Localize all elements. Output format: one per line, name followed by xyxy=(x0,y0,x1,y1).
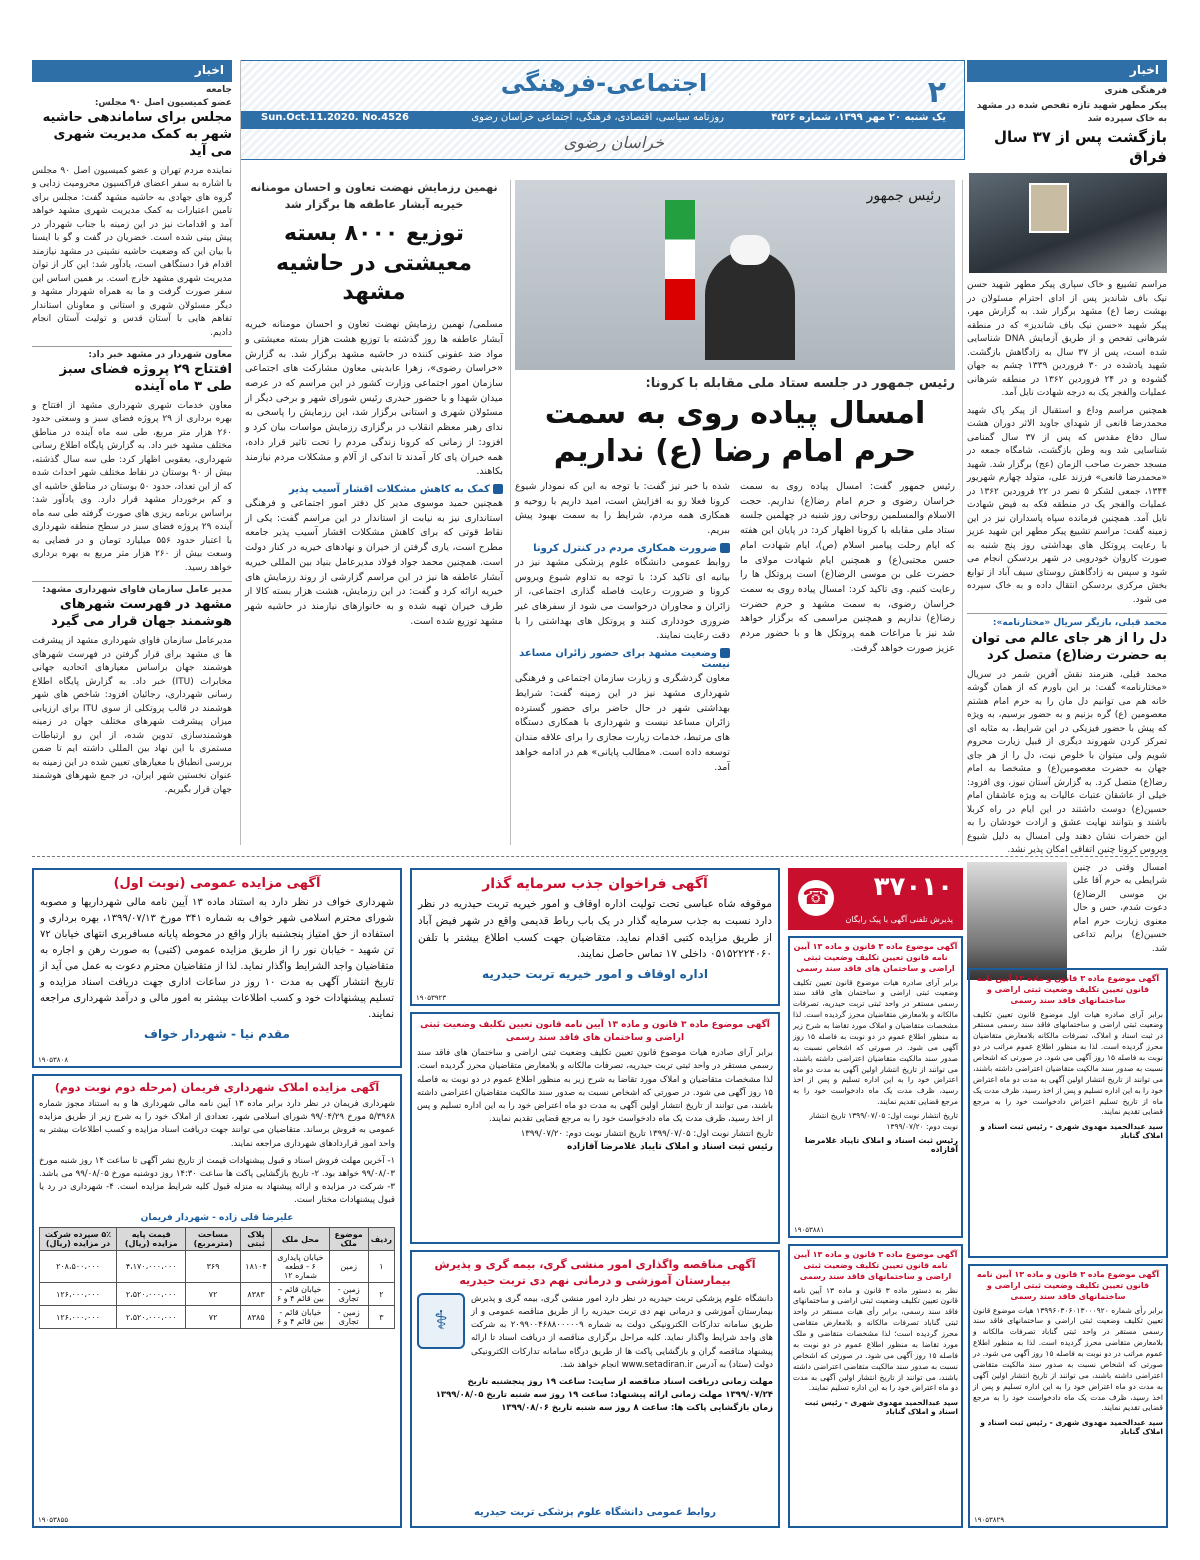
right-story-body: مراسم تشییع و خاک سپاری پیکر مطهر شهید حسن نیک باف شاندیز پس از ادای احترام مسئولان در بهشت رضا (ع) مشهد برگزار شد. به گزارش مهر، پیکر شهید «حسن نیک باف شاندیز» که در منطقه شرهانی تفحص و از طریق آزمایش DNA شناسایی شده است، پس از ۳۷ سال به زادگاهش بازگشت. شهید یادشده در ۳۰ فروردین ۱۳۳۹ چشم به جهان گشوده و در ۲۴ فروردین ۱۳۶۲ در منطقه شرهانی عملیات والفجر یک به درجه شهادت نایل آمد. xyxy=(967,280,1168,399)
law-notice-2 xyxy=(788,1244,963,1528)
latin-date: Sun.Oct.11.2020. No.4526 xyxy=(261,112,409,123)
law-notice-5-dates: تاریخ انتشار نوبت اول: ۱۳۹۹/۰۷/۰۵ تاریخ انتشار نوبت دوم: ۱۳۹۹/۰۷/۲۰ xyxy=(520,1129,773,1140)
right-story-body-2: همچنین مراسم وداع و استقبال از پیکر پاک شهید محمدرضا قانعی از شهدای جاوید الاثر دوران هشت سال دفاع مقدس که پس از ۳۷ سال گمنامی شناسایی شد وبه وطن بازگشت، شامگاه جمعه در مسجد حضرت صاحب الزمان (عج) برگزار شد. شهید «محمدرضا قانعی» فرزند علی، متولد چهارم شهریور ۱۳۴۴، جمعی لشکر ۵ نصر در ۲۲ فروردین ۱۳۶۲ در عملیات والفجر یک در منطقه فکه به فیض شهادت نایل آمد. همچنین فرمانده سپاه پاسداران نیز در این زمینه گفت: مراسم تشییع پیکر مطهر این شهید عزیز با رعایت پروتکل های بهداشتی روز پنج شنبه به صورت کاروان خودرویی در شهر بردسکن انجام می شود و سپس به زادگاهش روستای سیف آباد از توابع بخش مرکزی بردسکن انتقال داده و به خاک سپرده می شود. xyxy=(967,405,1168,605)
table-cell: ۱۲۶،۰۰۰،۰۰۰ xyxy=(40,1306,117,1329)
law-notice-1 xyxy=(788,936,963,1238)
auction-khaf-title: آگهی مزایده عمومی (نوبت اول) xyxy=(113,876,321,891)
main-col2-p1: شده با خبر تیز گفت: با توجه به این که نمودار شیوع کرونا فعلا رو به افزایش است، امید داریم با روحیه و همکاری همه مردم، شرایط را به سمت بهبود پیش ببریم. xyxy=(515,481,730,537)
president-photo xyxy=(515,180,955,370)
table-cell: خیابان قائم - بین قائم ۴ و ۶ xyxy=(272,1306,329,1329)
table-cell: ۳ xyxy=(368,1306,394,1329)
auction-table xyxy=(39,1227,395,1329)
ad-code: ۱۹۰۵۳۹۲۳ xyxy=(416,994,447,1002)
table-row xyxy=(40,1306,395,1329)
table-cell: خیابان پایداری ۶ - قطعه شماره ۱۲ xyxy=(272,1251,329,1283)
right-story2-body-2: امسال وقتی در چنین شرایطی به حرم آقا علی بن موسی الرضا(ع) دعوت شدم، حس و حال معنوی زیارت حرم امام حسین(ع) برایم تداعی شد. xyxy=(1073,862,1167,954)
table-cell: ۲ xyxy=(368,1283,394,1306)
right-news-header: اخبار xyxy=(967,60,1167,82)
charity-subhead: کمک به کاهش مشکلات اقشار آسیب پذیر xyxy=(245,484,503,495)
photo-caption: رئیس جمهور xyxy=(866,188,941,204)
left-s1-title: مجلس برای ساماندهی حاشیه شهر به کمک مدیریت شهری می آید xyxy=(42,110,232,159)
main-kicker: رئیس جمهور در جلسه ستاد ملی مقابله با کرونا: xyxy=(645,376,955,391)
phone-subtext: پذیرش تلفنی آگهی با پیک رایگان xyxy=(845,915,953,924)
bullet-icon xyxy=(493,484,503,494)
table-cell: زمین - تجاری xyxy=(329,1306,368,1329)
law-notice-3-title: آگهی موضوع ماده ۳ قانون و ماده ۱۳ آیین نامه قانون تعیین تکلیف وضعیت ثبتی اراضی و ساختمانهای فاقد سند رسمی xyxy=(976,974,1160,1006)
masthead xyxy=(240,60,965,160)
investment-ad-body: موقوفه شاه عباسی تحت تولیت اداره اوقاف و امور خیریه تربت حیدریه در نظر دارد نسبت به جذب سرمایه گذار در یک باب رباط قدیمی واقع در شهر فیض آباد از طریق مزایده کتبی اقدام نماید. متقاضیان جهت کسب اطلاع بیشتر با تلفن ۰۵۱۵۲۲۲۴۰۶۰ داخلی ۱۷ تماس حاصل نمایند. xyxy=(418,898,772,961)
auction-farimon-ad xyxy=(32,1074,402,1528)
phone-number: ۳۷۰۱۰ xyxy=(873,872,953,902)
portrait-frame xyxy=(1029,183,1069,233)
law-notice-1-title: آگهی موضوع ماده ۳ قانون و ماده ۱۳ آیین نامه قانون تعیین تکلیف وضعیت ثبتی اراضی و ساختمان های فاقد سند رسمی xyxy=(793,942,958,974)
law-notice-5 xyxy=(410,1012,780,1244)
main-subhead-2: وضعیت مشهد برای حضور زائران مساعد نیست xyxy=(519,648,730,671)
right-story2-kicker: محمد قیلی، بازیگر سریال «مختارنامه»: xyxy=(992,618,1167,629)
law-notice-4-title: آگهی موضوع ماده ۳ قانون و ماده ۱۳ آیین نامه قانون تعیین تکلیف وضعیت ثبتی اراضی و ساختمانهای فاقد سند رسمی xyxy=(976,1270,1160,1302)
table-cell: ۸۳۸۵ xyxy=(240,1306,272,1329)
main-col2-p3: معاون گردشگری و زیارت سازمان اجتماعی و فرهنگی شهرداری مشهد نیز در این زمینه گفت: شرایط بهداشتی شهر در حال حاضر برای حضور گسترده زائران مساعد نیست و شهرداری با همکاری دستگاه های مرتبط، خدمات زیارت مجازی را برای علاقه مندان توسعه داده است. «مطالب پایانی» هم در ادامه خواهد آمد. xyxy=(515,673,730,773)
table-cell: ۱۸۱۰۴ xyxy=(240,1251,272,1283)
presenter-turban xyxy=(730,235,770,265)
bullet-icon xyxy=(720,543,730,553)
law-notice-4-sign: سید عبدالحمید مهدوی شهری - رئیس ثبت اسناد و املاک گناباد xyxy=(980,1418,1163,1437)
auction-farimon-body: شهرداری فریمان در نظر دارد برابر ماده ۱۳ آیین نامه مالی شهرداری ها و به استناد مجوز شماره ۵/۳۹۶۸ مورخ ۹۹/۰۴/۲۹ شورای اسلامی شهر، تعدادی از املاک خود را به شرح زیر از طریق مزایده عمومی به فروش برساند. متقاضیان می توانند جهت دریافت اسناد مزایده و کسب اطلاعات بیشتر به واحد امور قراردادهای شهرداری مراجعه نمایند. xyxy=(39,1099,395,1149)
table-cell: زمین xyxy=(329,1251,368,1283)
main-story xyxy=(515,180,955,845)
newspaper-logo: خراسان رضوی xyxy=(563,133,664,152)
table-cell: ۲،۵۲۰،۰۰۰،۰۰۰ xyxy=(116,1306,185,1329)
charity-kicker: نهمین رزمایش نهضت تعاون و احسان مومنانه خیریه آبشار عاطفه ها برگزار شد xyxy=(250,181,498,211)
ad-code: ۱۹۰۵۳۸۸۱ xyxy=(794,1226,825,1234)
table-cell: ۲،۵۲۰،۰۰۰،۰۰۰ xyxy=(116,1283,185,1306)
charity-title: توزیع ۸۰۰۰ بسته معیشتی در حاشیه مشهد xyxy=(276,221,472,306)
law-notice-5-title: آگهی موضوع ماده ۳ قانون و ماده ۱۳ آیین نامه قانون تعیین تکلیف وضعیت ثبتی اراضی و ساختمان های فاقد سند رسمی xyxy=(420,1020,770,1043)
left-s3-kicker: مدیر عامل سازمان فاوای شهرداری مشهد: xyxy=(42,585,232,596)
law-notice-1-dates: تاریخ انتشار نوبت اول: ۱۳۹۹/۰۷/۰۵ تاریخ انتشار نوبت دوم: ۱۳۹۹/۰۷/۲۰ xyxy=(809,1111,958,1131)
table-header: محل ملک xyxy=(272,1228,329,1251)
law-notice-1-sign: رئیس ثبت اسناد و املاک تایباد غلامرضا آقازاده xyxy=(804,1135,958,1154)
date-line: یک شنبه ۲۰ مهر ۱۳۹۹، شماره ۴۵۲۶ xyxy=(771,112,946,123)
table-cell: خیابان قائم - بین قائم ۴ و ۶ xyxy=(272,1283,329,1306)
law-notice-4-body: برابر رأی شماره ۱۳۹۹۶۰۳۰۶۰۱۳۰۰۰۹۲۰ هیات موضوع قانون تعیین تکلیف وضعیت ثبتی اراضی و ساختمانهای فاقد سند رسمی مستقر در واحد ثبتی گناباد تصرفات مالکانه و بلامعارض متقاضی محرز گردیده است. لذا به منظور اطلاع عموم مراتب در دو نوبت به فاصله ۱۵ روز آگهی می شود. در صورتی که اشخاص نسبت به صدور سند مالکیت متقاضی اعتراضی داشته باشند، می توانند از تاریخ انتشار اولین آگهی به مدت دو ماه اعتراض خود را به این اداره تسلیم و پس از اخذ رسید، ظرف مدت یک ماه دادخواست خود را به مرجع قضایی تقدیم نمایند. xyxy=(973,1305,1163,1413)
table-cell: زمین - تجاری xyxy=(329,1283,368,1306)
law-notice-2-title: آگهی موضوع ماده ۳ قانون و ماده ۱۳ آیین نامه قانون تعیین تکلیف وضعیت ثبتی اراضی و ساختمانهای فاقد سند رسمی xyxy=(793,1250,958,1282)
table-row xyxy=(40,1251,395,1283)
main-lead: رئیس جمهور گفت: امسال پیاده روی به سمت خراسان رضوی و حرم امام رضا(ع) نداریم. حجت الاسلام والمسلمین روحانی روز شنبه در چهلمین جلسه ستاد ملی مقابله با کرونا اظهار کرد: در پایان این هفته که ایام رحلت پیامبر اسلام (ص)، ایام شهادت امام حسن مجتبی(ع) و همچنین ایام شهادت مولای ما حضرت علی بن موسی الرضا(ع) است پروتکل ها را رعایت کنیم. وی تاکید کرد: امسال پیاده روی به سمت خراسان رضوی، به سمت مشهد و حرم حضرت رضا(ع) نداریم و همچنین مراسمی که برگزار خواهد شد نیز با مراعات همه پروتکل ها و با حضور مردم عزیز صورت خواهد گرفت. xyxy=(740,481,955,654)
page-number: ۲ xyxy=(927,75,946,110)
table-cell: ۳۶۹ xyxy=(186,1251,240,1283)
law-notice-1-body: برابر آرای صادره هیات موضوع قانون تعیین تکلیف وضعیت ثبتی اراضی و ساختمان های فاقد سند رسمی مستقر در واحد ثبتی تربت حیدریه، تصرفات مالکانه و بلامعارض متقاضیان محرز گردیده است. لذا مشخصات متقاضیان و املاک مورد تقاضا به شرح زیر به منظور اطلاع عموم در دو نوبت به فاصله ۱۵ روز آگهی می شود. در صورتی که اشخاص نسبت به صدور سند مالکیت متقاضیان اعتراضی داشته باشند، می توانند از تاریخ انتشار اولین آگهی به مدت دو ماه اعتراض خود را به این اداره تسلیم و پس از اخذ رسید، ظرف مدت یک ماه دادخواست خود را به مرجع قضایی تقدیم نمایند. xyxy=(793,977,959,1107)
table-header-row xyxy=(40,1228,395,1251)
main-headline-1: امسال پیاده روی به سمت xyxy=(544,396,926,431)
auction-farimon-sign: علیرضا قلی زاده - شهردار فریمان xyxy=(140,1213,294,1224)
phone-icon: ☎ xyxy=(798,880,834,916)
auction-farimon-title: آگهی مزایده املاک شهرداری فریمان (مرحله دوم نوبت دوم) xyxy=(54,1081,380,1094)
main-headline-2: حرم امام رضا (ع) نداریم xyxy=(553,433,917,469)
right-story-title: بازگشت پس از ۳۷ سال فراق xyxy=(994,128,1167,166)
law-notice-5-sign: رئیس ثبت اسناد و املاک تایباد غلامرضا آقازاده xyxy=(567,1142,773,1153)
flag xyxy=(665,200,695,320)
left-s2-body: معاون خدمات شهری شهرداری مشهد از افتتاح و بهره برداری از ۲۹ پروژه فضای سبز و وسعتی حدود ۲۶۰ هزار متر مربع، طی سه ماه آینده در مناطق مختلف مشهد خبر داد. به گزارش پایگاه اطلاع رسانی شهرداری، یعقوبی اظهار کرد: طی سه سال گذشته، بیش از ۹۰ بوستان در نقاط مختلف شهر احداث شده که از این تعداد، حدود ۵۰ بوستان در مناطق حاشیه ای و کم برخوردار مشهد قرار دارد. وی یادآور شد: براساس برنامه ریزی های صورت گرفته طی سه ماه آینده ۲۹ پروژه فضای سبز در سطح منطقه شهرداری با اعتبار حدود ۵۵۶ میلیارد تومان و در فضایی به وسعت بیش از ۲۶۰ هزار متر مربع به بهره برداری خواهد رسید. xyxy=(32,400,232,573)
table-header: قیمت پایه مزایده (ریال) xyxy=(116,1228,185,1251)
law-notice-3-sign: سید عبدالحمید مهدوی شهری - رئیس ثبت اسناد و املاک گناباد xyxy=(980,1122,1163,1141)
table-header: ردیف xyxy=(368,1228,394,1251)
law-notice-5-body: برابر آرای صادره هیات موضوع قانون تعیین تکلیف وضعیت ثبتی اراضی و ساختمان های فاقد سند رسمی مستقر در واحد ثبتی تربت حیدریه، تصرفات مالکانه و بلامعارض متقاضیان محرز گردیده است. لذا مشخصات متقاضیان و املاک مورد تقاضا به شرح زیر به منظور اطلاع عموم در دو نوبت به فاصله ۱۵ روز آگهی می شود. در صورتی که اشخاص نسبت به صدور سند مالکیت متقاضیان اعتراضی داشته باشند، می توانند از تاریخ انتشار اولین آگهی به مدت دو ماه اعتراض خود را به این اداره تسلیم و پس از اخذ رسید، ظرف مدت یک ماه دادخواست خود را به مرجع قضایی تقدیم نمایند. xyxy=(417,1048,773,1125)
left-s3-body: مدیرعامل سازمان فاوای شهرداری مشهد از پیشرفت ها ی مشهد برای قرار گرفتن در فهرست شهرهای هوشمند جهان براساس معیارهای اتحادیه جهانی مخابرات (ITU) خبر داد. به گزارش پایگاه اطلاع رسانی شهرداری، رجائیان افزود: شاخص های شهر هوشمند در قالب پروتکلی از سوی ITU برای ارزیابی میزان پیشرفت شهرهای مختلف جهان در زمینه هوشمندسازی تدوین شده، از این رو ارتباطات مستمری با این نهاد بین المللی داشته ایم تا ضمن بررسی انطباق با معیارهای تعیین شده در این زمینه به عنوان نخستین شهر ایران، در جمع شهرهای هوشمند جهان قرار بگیریم. xyxy=(32,636,233,795)
left-tag: جامعه xyxy=(206,85,232,95)
law-notice-2-sign: سید عبدالحمید مهدوی شهری - رئیس ثبت اسناد و املاک گناباد xyxy=(804,1398,958,1417)
charity-story xyxy=(245,180,503,845)
law-notice-2-body: نظر به دستور ماده ۳ قانون و ماده ۱۳ آیین نامه قانون تعیین تکلیف وضعیت ثبتی اراضی و ساختمانهای فاقد سند رسمی، برابر رأی هیات مستقر در واحد ثبتی گناباد تصرفات مالکانه و بلامعارض متقاضی محرز گردیده است؛ لذا مشخصات متقاضی و ملک مورد تقاضا به منظور اطلاع عموم در دو نوبت به فاصله ۱۵ روز آگهی می شود. در صورتی که اشخاص نسبت به صدور سند مالکیت متقاضی اعتراضی داشته باشند، می توانند از تاریخ انتشار اولین آگهی به مدت دو ماه اعتراض خود را به این اداره تسلیم نمایند. xyxy=(793,1285,958,1393)
right-story2-body: محمد قیلی، هنرمند نقش آفرین شمر در سریال «مختارنامه» گفت: بر این باورم که از همان گوشه خانه هم می توانیم دل مان را به حرم امام هشتم معصومین (ع) گره بزنیم و به حضور برسیم، به ویژه که پیش با حضور فیزیکی در این شرایط، به مثابه ای تمرکز کردن شهروند دیگری از قبیل زیارت محروم شویم ولی میتوان با خلوص نیت، دل را از هر جای جهان به حضرت معصومین(ع) و مشخصا به امام رضا(ع) متصل کرد. به گزارش آستان نیوز، وی افزود: خیلی از عاشقان عتبات عالیات به ویژه عاشقان امام حسین(ع) دوست داشتند در این ایام در راه کربلا باشند و بتوانند نهایت عشق و ارادت خودشان را به این حضرات نشان دهند ولی امسال به دلیل شیوع ویروس کرونا چنین اتفاقی امکان پذیر نشد. xyxy=(967,669,1167,856)
law-notice-3-body: برابر آرای صادره هیات اول موضوع قانون تعیین تکلیف وضعیت ثبتی اراضی و ساختمانهای فاقد سند رسمی مستقر در ثبت اسناد و املاک، تصرفات مالکانه بلامعارض متقاضیان محرز گردیده است. لذا به منظور اطلاع عموم مراتب در دو نوبت به فاصله ۱۵ روز آگهی می شود. در صورتی که اشخاص نسبت به صدور سند مالکیت متقاضیان اعتراضی داشته باشند، می توانند از تاریخ انتشار اولین آگهی به مدت دو ماه اعتراض خود را به این اداره تسلیم و پس از اخذ رسید، ظرف مدت یک ماه از تاریخ تسلیم اعتراض دادخواست خود را به مرجع قضایی تقدیم نمایند. xyxy=(973,1009,1163,1117)
phone-ad-banner xyxy=(788,868,963,930)
table-cell: ۷۲ xyxy=(186,1306,240,1329)
left-news-header: اخبار xyxy=(32,60,232,82)
left-s1-body: نماینده مردم تهران و عضو کمیسیون اصل ۹۰ مجلس با اشاره به سفر اعضای فراکسیون محرومیت زدایی و گروه های جهادی به حاشیه مشهد گفت: مجلس برای تامین اعتبارات به کمک مدیریت شهری مشهد خواهد آمد و اقدامات نیز در این زمینه با جناب شهردار در پیش بینی شده است. خضریان در گفت و گو با ایسنا با بیان این که وضعیت حاشیه نشینی در مشهد نیازمند اقدام فرا دستگاهی است، یادآور شد: این کار از توان مدیریت شهری مشهد خارج است. بر همین اساس این سفر صورت گرفت و ما به همراه شهردار مشهد و دیگر مسئولان شهری و استانی و معاونان استاندار تفاهم هایی با آستان قدس و تولیت آستان انجام دادیم. xyxy=(32,165,232,338)
table-header: ۵٪ سپرده شرکت در مزایده (ریال) xyxy=(40,1228,117,1251)
section-title: اجتماعی-فرهنگی xyxy=(500,69,708,97)
left-s1-kicker: عضو کمیسیون اصل ۹۰ مجلس: xyxy=(94,98,232,108)
table-cell: ۴،۱۷۰،۰۰۰،۰۰۰ xyxy=(116,1251,185,1283)
auction-farimon-notes: ۱- آخرین مهلت فروش اسناد و قبول پیشنهادات قیمت از تاریخ نشر آگهی تا ساعت ۱۴ روز شنبه مورخ ۹۹/۰۸/۰۳ خواهد بود. ۲- تاریخ بازگشایی پاکت ها ساعت ۱۴:۳۰ روز دوشنبه مورخ ۹۹/۰۸/۰۵ می باشد. ۳- شرکت در مزایده و ارائه پیشنهاد به منزله قبول کلیه شرایط مزایده است. ۴- شهرداری در رد یا قبول پیشنهادات مختار است. xyxy=(39,1155,396,1206)
investment-ad xyxy=(410,868,780,1006)
charity-body-2: همچنین حمید موسوی مدیر کل دفتر امور اجتماعی و فرهنگی استانداری نیز به نیابت از استاندار در این مراسم گفت: یکی از نقاط قوتی که برای کاهش مشکلات اقشار آسیب پذیر جامعه مطرح است، یاری گرفتن از خیران و نهادهای خیریه در کنار دولت است. همچنین محمد جواد فولاد مدیرعامل بنیاد بین المللی خیریه آبشار عاطفه ها نیز در این مراسم گزارشی از روند رزمایش های خیریه ارائه کرد و گفت: در این رزمایش، هشت هزار بسته کالا از طرف خیران تهیه شده و به خانوارهای نیازمند در حاشیه شهر مشهد توزیع شده است. xyxy=(245,497,503,627)
investment-ad-sign: اداره اوقاف و امور خیریه تربت حیدریه xyxy=(482,967,708,982)
right-story-kicker: پیکر مطهر شهید تازه تفحص شده در مشهد به خاک سپرده شد xyxy=(976,101,1167,124)
martyr-photo xyxy=(969,173,1167,273)
table-cell: ۱ xyxy=(368,1251,394,1283)
tender-ad-title: آگهی مناقصه واگذاری امور منشی گری، بیمه گری و پذیرش بیمارستان آموزشی و درمانی نهم دی تربت حیدریه xyxy=(434,1258,756,1287)
left-s3-title: مشهد در فهرست شهرهای هوشمند جهان قرار می گیرد xyxy=(51,597,232,630)
right-story2-title: دل را از هر جای عالم می توان به حضرت رضا(ع) متصل کرد xyxy=(971,631,1167,664)
actor-photo xyxy=(967,862,1067,980)
tender-ad-dates: مهلت زمانی دریافت اسناد مناقصه از سایت: ساعت ۱۹ روز پنجشنبه تاریخ ۱۳۹۹/۰۷/۲۴ مهلت زمانی ارائه پیشنهاد: ساعت ۱۹ روز سه شنبه تاریخ ۱۳۹۹/۰۸/۰۵ زمان بازگشایی پاکت ها: ساعت ۸ روز سه شنبه تاریخ ۱۳۹۹/۰۸/۰۶ xyxy=(435,1376,773,1414)
table-cell: ۷۲ xyxy=(186,1283,240,1306)
tagline: روزنامه سیاسی، اقتصادی، فرهنگی، اجتماعی خراسان رضوی xyxy=(471,112,724,123)
auction-khaf-ad xyxy=(32,868,402,1068)
table-header: پلاک ثبتی xyxy=(240,1228,272,1251)
ad-code: ۱۹۰۵۳۸۰۸ xyxy=(38,1056,69,1064)
left-s2-title: افتتاح ۲۹ پروژه فضای سبز طی ۳ ماه آینده xyxy=(59,362,232,395)
auction-khaf-sign: مقدم نیا - شهردار خواف xyxy=(144,1027,290,1041)
tender-ad xyxy=(410,1250,780,1528)
table-header: موضوع ملک xyxy=(329,1228,368,1251)
investment-ad-title: آگهی فراخوان جذب سرمایه گذار xyxy=(482,876,708,892)
main-subhead-1: ضرورت همکاری مردم در کنترل کرونا xyxy=(515,543,730,554)
table-row xyxy=(40,1283,395,1306)
left-column xyxy=(32,60,232,845)
tender-ad-sign: روابط عمومی دانشگاه علوم پزشکی تربت حیدریه xyxy=(473,1507,717,1518)
table-cell: ۸۳۸۳ xyxy=(240,1283,272,1306)
right-tag: فرهنگی هنری xyxy=(1104,86,1167,96)
law-notice-4 xyxy=(968,1264,1168,1528)
table-header: مساحت (مترمربع) xyxy=(186,1228,240,1251)
auction-khaf-body: شهرداری خواف در نظر دارد به استناد ماده ۱۳ آیین نامه مالی شهرداریها و مصوبه شورای محترم اسلامی شهر خواف به شماره ۳۴۱ مورخ ۱۳۹۹/۰۷/۱۳، بهره برداری و استفاده از حق امتیاز پنجشنبه بازار واقع در محوطه پایانه مسافربری انتهای خیابان ۷۲ تن شهید - خیابان نور را از طریق مزایده عمومی (کتبی) به صورت رهن و اجاره به متقاضیان واجد الشرایط واگذار نماید. لذا از متقاضیان محترم دعوت به عمل می آید از تاریخ انتشار آگهی به مدت ۱۰ روز در ساعات اداری جهت دریافت اسناد مزایده و تسلیم پیشنهادات خود و کسب اطلاعات بیشتر به امور مالی و درآمد شهرداری مراجعه نمایند. xyxy=(40,897,394,1020)
left-s2-kicker: معاون شهردار در مشهد خبر داد: xyxy=(88,350,232,361)
table-cell: ۲۰۸،۵۰۰،۰۰۰ xyxy=(40,1251,117,1283)
presenter xyxy=(705,250,795,360)
right-column xyxy=(967,60,1168,954)
ad-code: ۱۹۰۵۳۸۲۹ xyxy=(974,1516,1005,1524)
tender-ad-body: دانشگاه علوم پزشکی تربت حیدریه در نظر دارد امور منشی گری، بیمه گری و پذیرش بیمارستان آموزشی و درمانی نهم دی تربت حیدریه را از طریق مناقصه عمومی و از طریق سامانه تدارکات الکترونیکی دولت به شماره ۲۰۹۹۰۰۴۶۸۸۰۰۰۰۰۹ به شرکت های واجد شرایط واگذار نماید. کلیه مراحل برگزاری مناقصه از دریافت اسناد تا ارائه پیشنهاد مناقصه گران و بازگشایی پاکت ها از طریق درگاه سامانه تدارکات الکترونیکی دولت (ستاد) به آدرس www.setadiran.ir انجام خواهد شد. xyxy=(471,1293,773,1370)
ad-code: ۱۹۰۵۳۸۵۵ xyxy=(38,1516,69,1524)
law-notice-3 xyxy=(968,968,1168,1258)
table-cell: ۱۲۶،۰۰۰،۰۰۰ xyxy=(40,1283,117,1306)
main-col2-p2: روابط عمومی دانشگاه علوم پزشکی مشهد نیز در بیانیه ای تاکید کرد: با توجه به تداوم شیوع ویروس کرونا و ضرورت رعایت فاصله گذاری اجتماعی، از زائران و مجاوران درخواست می شود از سفرهای غیر ضروری خودداری کنند و پروتکل های بهداشتی را با دقت رعایت نمایند. xyxy=(515,556,730,642)
bullet-icon xyxy=(720,648,730,658)
university-logo-icon: ⚕ xyxy=(417,1293,465,1349)
charity-body: مسلمی/ نهمین رزمایش نهضت تعاون و احسان مومنانه خیریه آبشار عاطفه ها روز گذشته با توزیع هشت هزار بسته معیشتی و مواد ضد عفونی کننده در حاشیه مشهد برگزار شد. به گزارش «خراسان رضوی»، زهرا عابدینی معاون مشارکت های اجتماعی سازمان امور اجتماعی وزارت کشور در این مراسم که در عرصه میدان شهدا و با حضور حیدری رئیس شورای شهر و برخی دیگر از مسئولان شهری و استانی برگزار شد، این رزمایش را پاسخی به ندای رهبر معظم انقلاب در برگزاری رزمایش مواسات بیان کرد و افزود: از زمانی که کرونا زندگی مردم را تحت تاثیر قرار داده، همه خیران پای کار آمدند تا اندکی از آلام و مشکلات مردم نیازمند بکاهند. xyxy=(245,319,503,478)
